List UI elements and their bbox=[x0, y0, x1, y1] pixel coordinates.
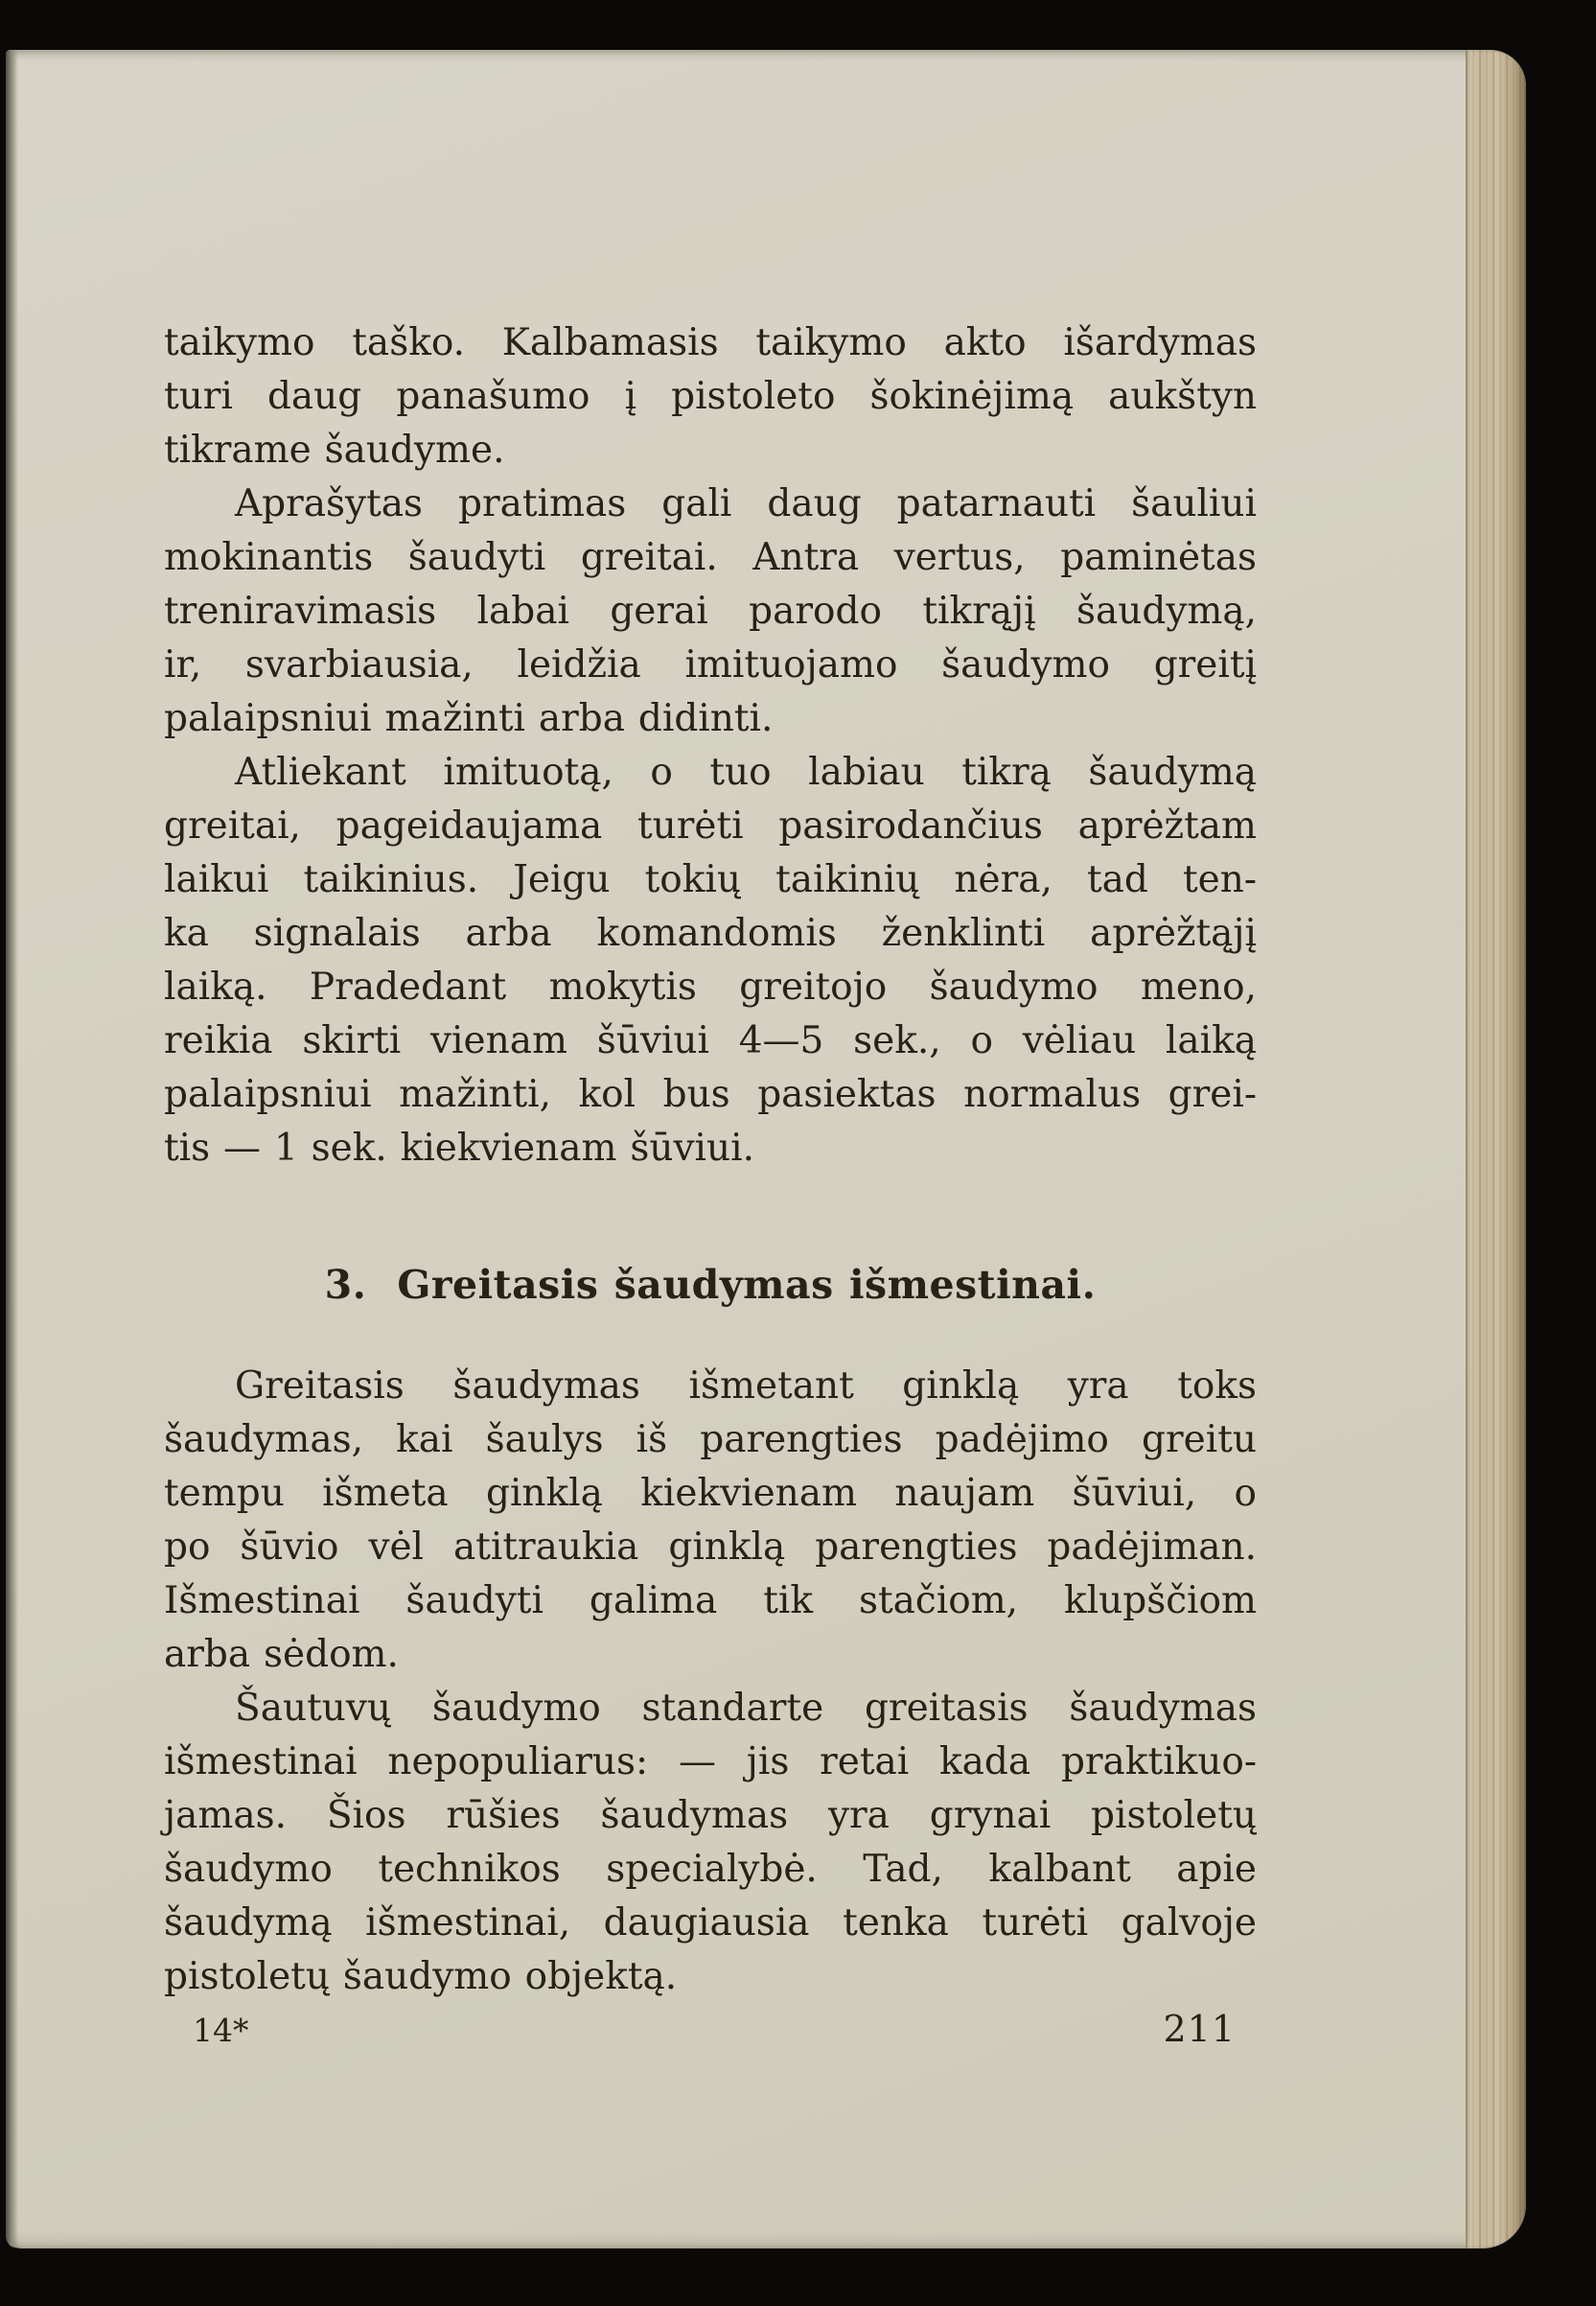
text-line: turi daug panašumo į pistoleto šokinėjimą aukštyn bbox=[164, 375, 1257, 418]
text-line: arba sėdom. bbox=[164, 1633, 399, 1676]
text-line: greitai, pageidaujama turėti pasirodančius aprėžtam bbox=[164, 804, 1257, 848]
text-line: šaudymas, kai šaulys iš parengties padėjimo greitu bbox=[164, 1418, 1257, 1461]
text-line: tikrame šaudyme. bbox=[164, 429, 505, 472]
text-line: reikia skirti vienam šūviui 4—5 sek., o vėliau laiką bbox=[164, 1019, 1257, 1062]
paragraph bbox=[164, 478, 1257, 746]
paragraph bbox=[164, 1360, 1257, 1682]
text-line: treniravimasis labai gerai parodo tikrąjį šaudymą, bbox=[164, 590, 1257, 633]
text-line: ka signalais arba komandomis ženklinti aprėžtąjį bbox=[164, 912, 1257, 955]
text-line: po šūvio vėl atitraukia ginklą parengties padėjiman. bbox=[164, 1526, 1257, 1569]
signature-mark: 14* bbox=[193, 2012, 249, 2049]
text-line: Šautuvų šaudymo standarte greitasis šaudymas bbox=[235, 1687, 1257, 1730]
page-footer bbox=[164, 2008, 1257, 2050]
text-line: jamas. Šios rūšies šaudymas yra grynai pistoletų bbox=[164, 1794, 1257, 1837]
text-line: išmestinai nepopuliarus: — jis retai kada praktikuo- bbox=[164, 1740, 1257, 1783]
book-page bbox=[6, 50, 1526, 2248]
page-number: 211 bbox=[1163, 2008, 1236, 2050]
text-line: tempu išmeta ginklą kiekvienam naujam šūviui, o bbox=[164, 1472, 1257, 1515]
text-line: Greitasis šaudymas išmetant ginklą yra toks bbox=[235, 1364, 1257, 1408]
text-line: mokinantis šaudyti greitai. Antra vertus, paminėtas bbox=[164, 536, 1257, 579]
text-line: ir, svarbiausia, leidžia imituojamo šaudymo greitį bbox=[164, 643, 1257, 687]
text-column bbox=[164, 316, 1257, 2004]
text-line: Išmestinai šaudyti galima tik stačiom, klupščiom bbox=[164, 1579, 1257, 1622]
text-line: tis — 1 sek. kiekvienam šūviui. bbox=[164, 1127, 754, 1170]
paragraph bbox=[164, 316, 1257, 478]
text-line: laikui taikinius. Jeigu tokių taikinių nėra, tad ten- bbox=[164, 858, 1257, 901]
section-number: 3. bbox=[324, 1262, 367, 1308]
text-line: laiką. Pradedant mokytis greitojo šaudymo meno, bbox=[164, 966, 1257, 1009]
paragraph bbox=[164, 746, 1257, 1176]
page-gutter-edge bbox=[6, 50, 18, 2248]
text-line: Aprašytas pratimas gali daug patarnauti šauliui bbox=[235, 482, 1257, 525]
paragraph bbox=[164, 1682, 1257, 2004]
section-title: Greitasis šaudymas išmestinai. bbox=[397, 1262, 1097, 1308]
text-line: šaudymo technikos specialybė. Tad, kalbant apie bbox=[164, 1848, 1257, 1891]
book-fore-edge bbox=[1466, 50, 1526, 2248]
text-line: palaipsniui mažinti arba didinti. bbox=[164, 697, 774, 740]
text-line: palaipsniui mažinti, kol bus pasiektas normalus grei- bbox=[164, 1073, 1257, 1116]
text-line: pistoletų šaudymo objektą. bbox=[164, 1955, 678, 1998]
text-line: Atliekant imituotą, o tuo labiau tikrą šaudymą bbox=[235, 751, 1257, 794]
section-heading bbox=[164, 1256, 1257, 1314]
text-line: šaudymą išmestinai, daugiausia tenka turėti galvoje bbox=[164, 1901, 1257, 1945]
text-line: taikymo taško. Kalbamasis taikymo akto išardymas bbox=[164, 321, 1257, 364]
